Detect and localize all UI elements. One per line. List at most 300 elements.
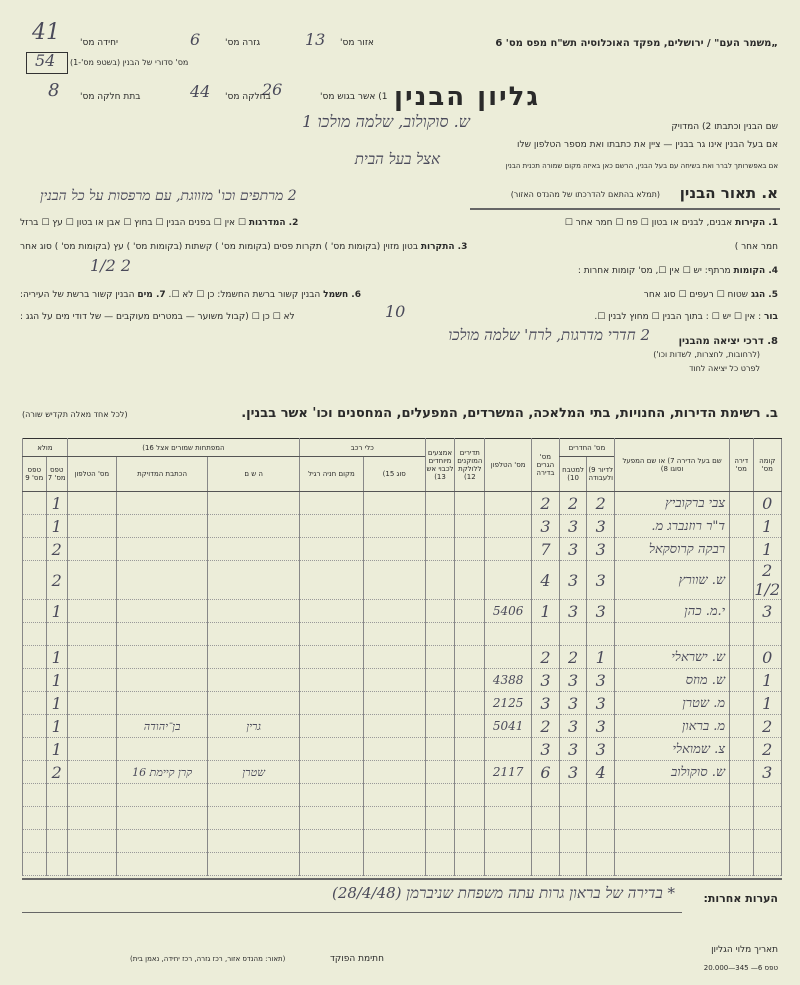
col-keys-addr: הכתבת המדויקת [116,457,208,492]
cell-owner: ד"ר רוזנברג מ. [615,515,730,538]
cell-floor: 1 [753,669,781,692]
section-a-underline [470,208,780,210]
cell-filled-a [46,853,67,876]
table-header-row [23,439,782,457]
date-field: תאריך מלוי הגליון [711,945,778,955]
cell-keys-addr [116,492,208,515]
cell-residents [532,853,560,876]
signature-note: (תאור: מהנדס אזור, רכז גזרה, רכז יחידה, נאמן בית) [130,955,286,963]
cell-phone: 2117 [485,761,532,784]
cell-access [425,853,455,876]
cell-keys-phone [67,669,116,692]
cell-filled-a: 1 [46,492,67,515]
ceilings-row: 3. התקרות בטון מזוין (בקומות מס' ) תקרות פסים (בקומות מס' ) קשתות (בקומות מס' ) עץ (בקומות מס' ) סוג אחר [20,242,468,252]
cell-rooms-living: 3 [587,692,615,715]
cell-veh-type [363,646,425,669]
cell-phone [485,538,532,561]
cell-veh-place [299,646,363,669]
cell-filled-b [23,623,47,646]
cell-keys-addr [116,784,208,807]
cell-veh-type [363,853,425,876]
cell-filled-a: 1 [46,692,67,715]
col-veh-place: מקום חניה רגיל [299,457,363,492]
cell-apt [730,669,753,692]
col-rooms-living: לדיור 9) ולעבודה [587,457,615,492]
cell-wells [455,761,485,784]
cell-rooms-kitchen: 3 [559,515,587,538]
cell-filled-a [46,830,67,853]
cell-keys-addr [116,853,208,876]
cell-access [425,600,455,623]
cell-access [425,761,455,784]
cell-keys-phone [67,692,116,715]
cell-residents: 3 [532,669,560,692]
col-access: אמצעים מיוחדים לכבוי אש 13) [425,439,455,492]
cell-filled-a: 1 [46,515,67,538]
cell-keys-phone [67,761,116,784]
col-wells: תדירים המוקנים ללולקת 12) [455,439,485,492]
cell-filled-b [23,538,47,561]
cell-rooms-kitchen [559,830,587,853]
cell-veh-place [299,600,363,623]
cell-rooms-living [587,623,615,646]
roof-row: 5. הגג שטוח ☐ רעפים ☐ סוג אחר [643,290,778,300]
cell-wells [455,669,485,692]
cell-keys-name [208,538,300,561]
cell-veh-place [299,807,363,830]
block-field: 1) אשר בגוש מס' [320,92,388,102]
cell-apt [730,784,753,807]
cell-veh-type [363,561,425,600]
cell-residents: 3 [532,515,560,538]
cell-keys-addr [116,538,208,561]
cell-filled-b [23,807,47,830]
cell-keys-phone [67,853,116,876]
form-title: „משמר העם" / ירושלים, מפקד האוכלוסיה תש"ח מפס מס' 6 [495,38,778,49]
cell-rooms-kitchen [559,784,587,807]
cell-keys-name [208,623,300,646]
building-name-value: ש. סוקולוב, שלמה מולכו 1 [302,112,470,131]
cell-veh-type [363,623,425,646]
cell-veh-place [299,515,363,538]
cell-rooms-living: 3 [587,515,615,538]
cell-residents: 3 [532,692,560,715]
cell-residents: 3 [532,738,560,761]
unit-value: 41 [32,20,60,45]
col-vehicles: כלי רכב [299,439,425,457]
electric-water-row: 6. חשמל הבנין קשור ברשת החשמל: כן ☐ לא ☐. 7. מים הבנין קשור ברשת של העיריה: [20,290,361,300]
cell-access [425,623,455,646]
cell-rooms-living: 2 [587,492,615,515]
cell-phone [485,515,532,538]
cell-wells [455,692,485,715]
block-value: 26 [262,80,283,99]
cell-wells [455,538,485,561]
remarks-value: * בדירה של בראון גרות עתה משפחת שניברמן (28/4/48) [331,884,675,902]
cell-rooms-kitchen: 2 [559,492,587,515]
cell-wells [455,807,485,830]
cell-rooms-living: 4 [587,761,615,784]
cell-owner: צ. שמואלי [615,738,730,761]
cell-keys-addr [116,561,208,600]
cell-keys-phone [67,538,116,561]
cell-veh-place [299,623,363,646]
cell-filled-a: 1 [46,600,67,623]
col-veh-type: סוג 15) [363,457,425,492]
section-field: גזרה מס' [225,38,261,48]
cell-filled-b [23,853,47,876]
cell-access [425,561,455,600]
col-residents: מס' הגרים בדירה [532,439,560,492]
cell-filled-a [46,623,67,646]
cell-veh-type [363,715,425,738]
cell-owner: י.מ. כהן [615,600,730,623]
table-row [23,538,782,561]
floors-row: 4. הקומות מרתף: יש ☐ אין ☐, מס' קומות אחרות : [577,266,778,276]
cell-veh-place [299,715,363,738]
cell-veh-type [363,761,425,784]
section-value: 6 [190,30,201,49]
cell-rooms-living: 3 [587,715,615,738]
cell-floor [753,830,781,853]
cell-phone [485,807,532,830]
col-owner: שם בעל הדירה 7) או שם המפעל וסוגו 8) [615,439,730,492]
cell-rooms-living: 3 [587,561,615,600]
col-rooms: מס' החדרים [559,439,614,457]
cell-phone [485,492,532,515]
cell-wells [455,784,485,807]
walls-row: 1. הקירות אבנים, לבנים או בטון ☐ פח ☐ חמר אחר ☐ [564,218,778,228]
water-capacity-row: לא ☐ כן ☐ (קבול משוער — במטרים מעוקבים — של דודי מים על הגג : [20,312,295,322]
cell-keys-name [208,669,300,692]
apartments-table [22,438,782,876]
col-keys-phone: מס' הטלפון [67,457,116,492]
cell-filled-a: 1 [46,738,67,761]
cell-filled-a [46,784,67,807]
cell-phone [485,646,532,669]
cell-wells [455,830,485,853]
cell-veh-place [299,692,363,715]
exits-label: 8. דרכי יציאה מהבנין [678,336,778,347]
owner-address-field: אם בעל הבנין אינו גר בבנין — ציין את כתבתו ואת מספר הטלפון שלו [517,140,778,150]
cell-phone: 2125 [485,692,532,715]
cell-phone [485,561,532,600]
cell-residents: 4 [532,561,560,600]
table-row [23,784,782,807]
cell-wells [455,623,485,646]
cell-keys-phone [67,646,116,669]
cell-floor: 3 [753,600,781,623]
cell-veh-type [363,830,425,853]
cell-access [425,669,455,692]
cell-apt [730,715,753,738]
table-row [23,738,782,761]
cell-veh-place [299,784,363,807]
cell-keys-addr [116,600,208,623]
table-row [23,853,782,876]
col-rooms-kitchen: למטבח 10) [559,457,587,492]
cell-access [425,515,455,538]
cell-filled-b [23,669,47,692]
cell-access [425,807,455,830]
cell-access [425,538,455,561]
cell-filled-b [23,784,47,807]
cistern-row: בור : אין ☐ יש ☐ : בתוך הבנין ☐ מחוץ לבנין ☐. [594,312,778,322]
cell-owner: ש. שוורץ [615,561,730,600]
cell-apt [730,761,753,784]
exits-value: 2 חדרי מדרגות, לרח' שלמה מולכו [448,326,650,344]
cell-apt [730,515,753,538]
cell-owner: ש. סוקולוב [615,761,730,784]
cell-apt [730,692,753,715]
cell-filled-b [23,738,47,761]
cell-keys-phone [67,807,116,830]
cell-residents: 1 [532,600,560,623]
table-row [23,623,782,646]
plans-location-field: אם באפשרותך לברר ואת בשיחה עם בעל הבנין, הרשם כאן באיזה מקום שמורה תכנית הבנין [505,162,778,170]
cell-keys-phone [67,600,116,623]
cell-veh-type [363,807,425,830]
cell-floor [753,853,781,876]
cell-rooms-living [587,853,615,876]
cell-floor [753,623,781,646]
cell-veh-type [363,784,425,807]
cell-phone [485,784,532,807]
cell-owner: ש. ישראלי [615,646,730,669]
cell-wells [455,515,485,538]
subplot-field: בתת חלקה מס' [80,92,141,102]
table-row [23,561,782,600]
section-a-handwritten: 2 מרתפים וכו' מזווגת, עם מרפסות על כל הבנין [40,188,297,204]
form-main-title: גליון הבנין [394,82,540,112]
cell-keys-name [208,784,300,807]
col-apt: דירה מס' [730,439,753,492]
cell-floor: 1 [753,692,781,715]
cell-access [425,784,455,807]
stairs-row: 2. המדרגות ☐ אין ☐ בפנים הבנין ☐ בחוץ ☐ אבן או בטון ☐ עץ ☐ ברזל [20,218,299,228]
cell-filled-a: 2 [46,538,67,561]
remarks-label: הערות אחרות: [703,892,778,905]
cell-veh-type [363,600,425,623]
cell-floor: 2 1/2 [754,561,781,599]
col-keys-name: ה ש ם [208,457,300,492]
cell-keys-addr: בן־יהודה [116,715,208,738]
section-a-heading: א. תאור הבנין [679,184,778,202]
cell-floor: 0 [753,492,781,515]
cell-phone: 5406 [485,600,532,623]
cell-apt [730,853,753,876]
cell-keys-name [208,830,300,853]
cell-apt [730,600,753,623]
cell-floor: 2 [753,738,781,761]
cell-floor: 2 [753,715,781,738]
cell-rooms-living [587,830,615,853]
cell-veh-place [299,561,363,600]
serial-box: 54 [26,52,68,74]
plans-location-value: אצל בעל הבית [354,150,440,168]
cell-keys-name: שטרן [208,761,300,784]
table-row [23,715,782,738]
cell-keys-phone [67,784,116,807]
col-filled: מולא [23,439,68,457]
section-b-heading: ב. רשימת הדירות, החנויות, בתי המלאכה, המשרדים, המפעלים, המחסנים וכו' אשר בבנין. [241,406,778,421]
cell-rooms-kitchen [559,853,587,876]
cell-floor: 1 [753,515,781,538]
cell-rooms-living: 3 [587,738,615,761]
cell-veh-place [299,669,363,692]
exits-note-2: לפרט כל יציאה לחוד [689,364,760,373]
table-row [23,600,782,623]
cell-owner [615,784,730,807]
cell-access [425,692,455,715]
cell-filled-b [23,830,47,853]
cell-residents: 6 [532,761,560,784]
cell-filled-a: 2 [46,761,67,784]
cell-residents: 7 [532,538,560,561]
cell-apt [730,646,753,669]
cell-rooms-living: 3 [587,600,615,623]
cell-rooms-kitchen: 3 [559,715,587,738]
cell-keys-phone [67,623,116,646]
serial-field: מס' סדורי של הבנין (בשטפ מס'-1) [70,58,189,67]
cell-filled-b [23,692,47,715]
cell-keys-name [208,738,300,761]
cell-keys-name [208,561,300,600]
cell-rooms-living [587,807,615,830]
cell-owner: ש. מוזס [615,669,730,692]
plot-value: 44 [190,82,211,101]
cell-filled-b [23,492,47,515]
cell-apt [730,492,753,515]
col-filled-b: טפס מס' 9 [23,457,47,492]
cell-keys-addr [116,738,208,761]
cell-filled-a: 1 [46,646,67,669]
cell-phone: 5041 [485,715,532,738]
cell-veh-place [299,761,363,784]
cell-rooms-kitchen: 2 [559,646,587,669]
cell-keys-phone [67,830,116,853]
cell-residents [532,807,560,830]
cell-phone [485,623,532,646]
cell-residents: 2 [532,492,560,515]
cell-owner [615,853,730,876]
col-keys: המפתחות שמורים אצל 16) [67,439,299,457]
cell-veh-place [299,538,363,561]
cell-owner: רבקה קרוסקאל [615,538,730,561]
col-phone: מס' הטלפון [485,439,532,492]
table-row [23,515,782,538]
water-capacity-value: 10 [385,302,406,321]
cell-keys-addr [116,830,208,853]
zone-value: 13 [305,30,326,49]
table-row [23,761,782,784]
cell-keys-name [208,853,300,876]
building-name-field: שם הבנין וכתבתו 2) המדויק [671,122,778,132]
cell-keys-name [208,692,300,715]
cell-filled-a: 1 [46,715,67,738]
cell-floor: 1 [753,538,781,561]
cell-residents: 2 [532,715,560,738]
cell-owner [615,807,730,830]
cell-keys-addr: קרן קיימת 16 [116,761,208,784]
cell-rooms-living: 3 [587,669,615,692]
col-filled-a: טפס מס' 7 [46,457,67,492]
cell-keys-name [208,600,300,623]
cell-wells [455,715,485,738]
unit-field: יחידה מס' [80,38,118,48]
table-row [23,830,782,853]
cell-filled-b [23,646,47,669]
cell-veh-place [299,830,363,853]
remarks-top-rule [22,878,782,880]
cell-rooms-kitchen: 3 [559,738,587,761]
cell-keys-name [208,515,300,538]
cell-phone [485,853,532,876]
remarks-line [22,912,682,913]
cell-wells [455,492,485,515]
cell-floor: 0 [753,646,781,669]
cell-rooms-kitchen: 3 [559,692,587,715]
section-a-subheading: (תמלא בהתאם להדרכתו של מהנדס האזור) [510,190,660,199]
cell-rooms-living: 3 [587,538,615,561]
cell-filled-a: 1 [46,669,67,692]
cell-wells [455,853,485,876]
cell-filled-b [23,561,47,600]
cell-veh-type [363,492,425,515]
cell-access [425,715,455,738]
cell-owner: צבי ברקוביץ [615,492,730,515]
cell-veh-place [299,492,363,515]
cell-rooms-kitchen: 3 [559,600,587,623]
cell-filled-b [23,515,47,538]
cell-residents [532,623,560,646]
cell-rooms-living [587,784,615,807]
cell-owner [615,830,730,853]
cell-phone: 4388 [485,669,532,692]
table-row [23,492,782,515]
table-row [23,807,782,830]
cell-access [425,646,455,669]
cell-residents: 2 [532,646,560,669]
cell-rooms-kitchen: 3 [559,538,587,561]
cell-keys-addr [116,669,208,692]
cell-keys-addr [116,646,208,669]
cell-wells [455,646,485,669]
zone-field: אזור מס' [340,38,374,48]
cell-floor [753,807,781,830]
subplot-value: 8 [48,80,60,101]
cell-keys-phone [67,738,116,761]
cell-keys-name: גרין [208,715,300,738]
col-floor: קומה מס' [753,439,781,492]
cell-keys-addr [116,515,208,538]
cell-apt [730,830,753,853]
cell-keys-name [208,492,300,515]
print-code: טפס 6— 345—20.000 [703,964,778,972]
cell-veh-type [363,738,425,761]
floors-value: 2 1/2 [90,256,132,275]
material-other: חמר אחר ) [734,242,778,252]
exits-note-1: (לרחובות, לחצרות, לשדות וכו') [653,350,760,359]
cell-keys-addr [116,623,208,646]
cell-floor [753,784,781,807]
cell-apt [730,807,753,830]
cell-keys-name [208,646,300,669]
table-row [23,692,782,715]
cell-access [425,492,455,515]
cell-filled-a [46,807,67,830]
cell-rooms-living: 1 [587,646,615,669]
